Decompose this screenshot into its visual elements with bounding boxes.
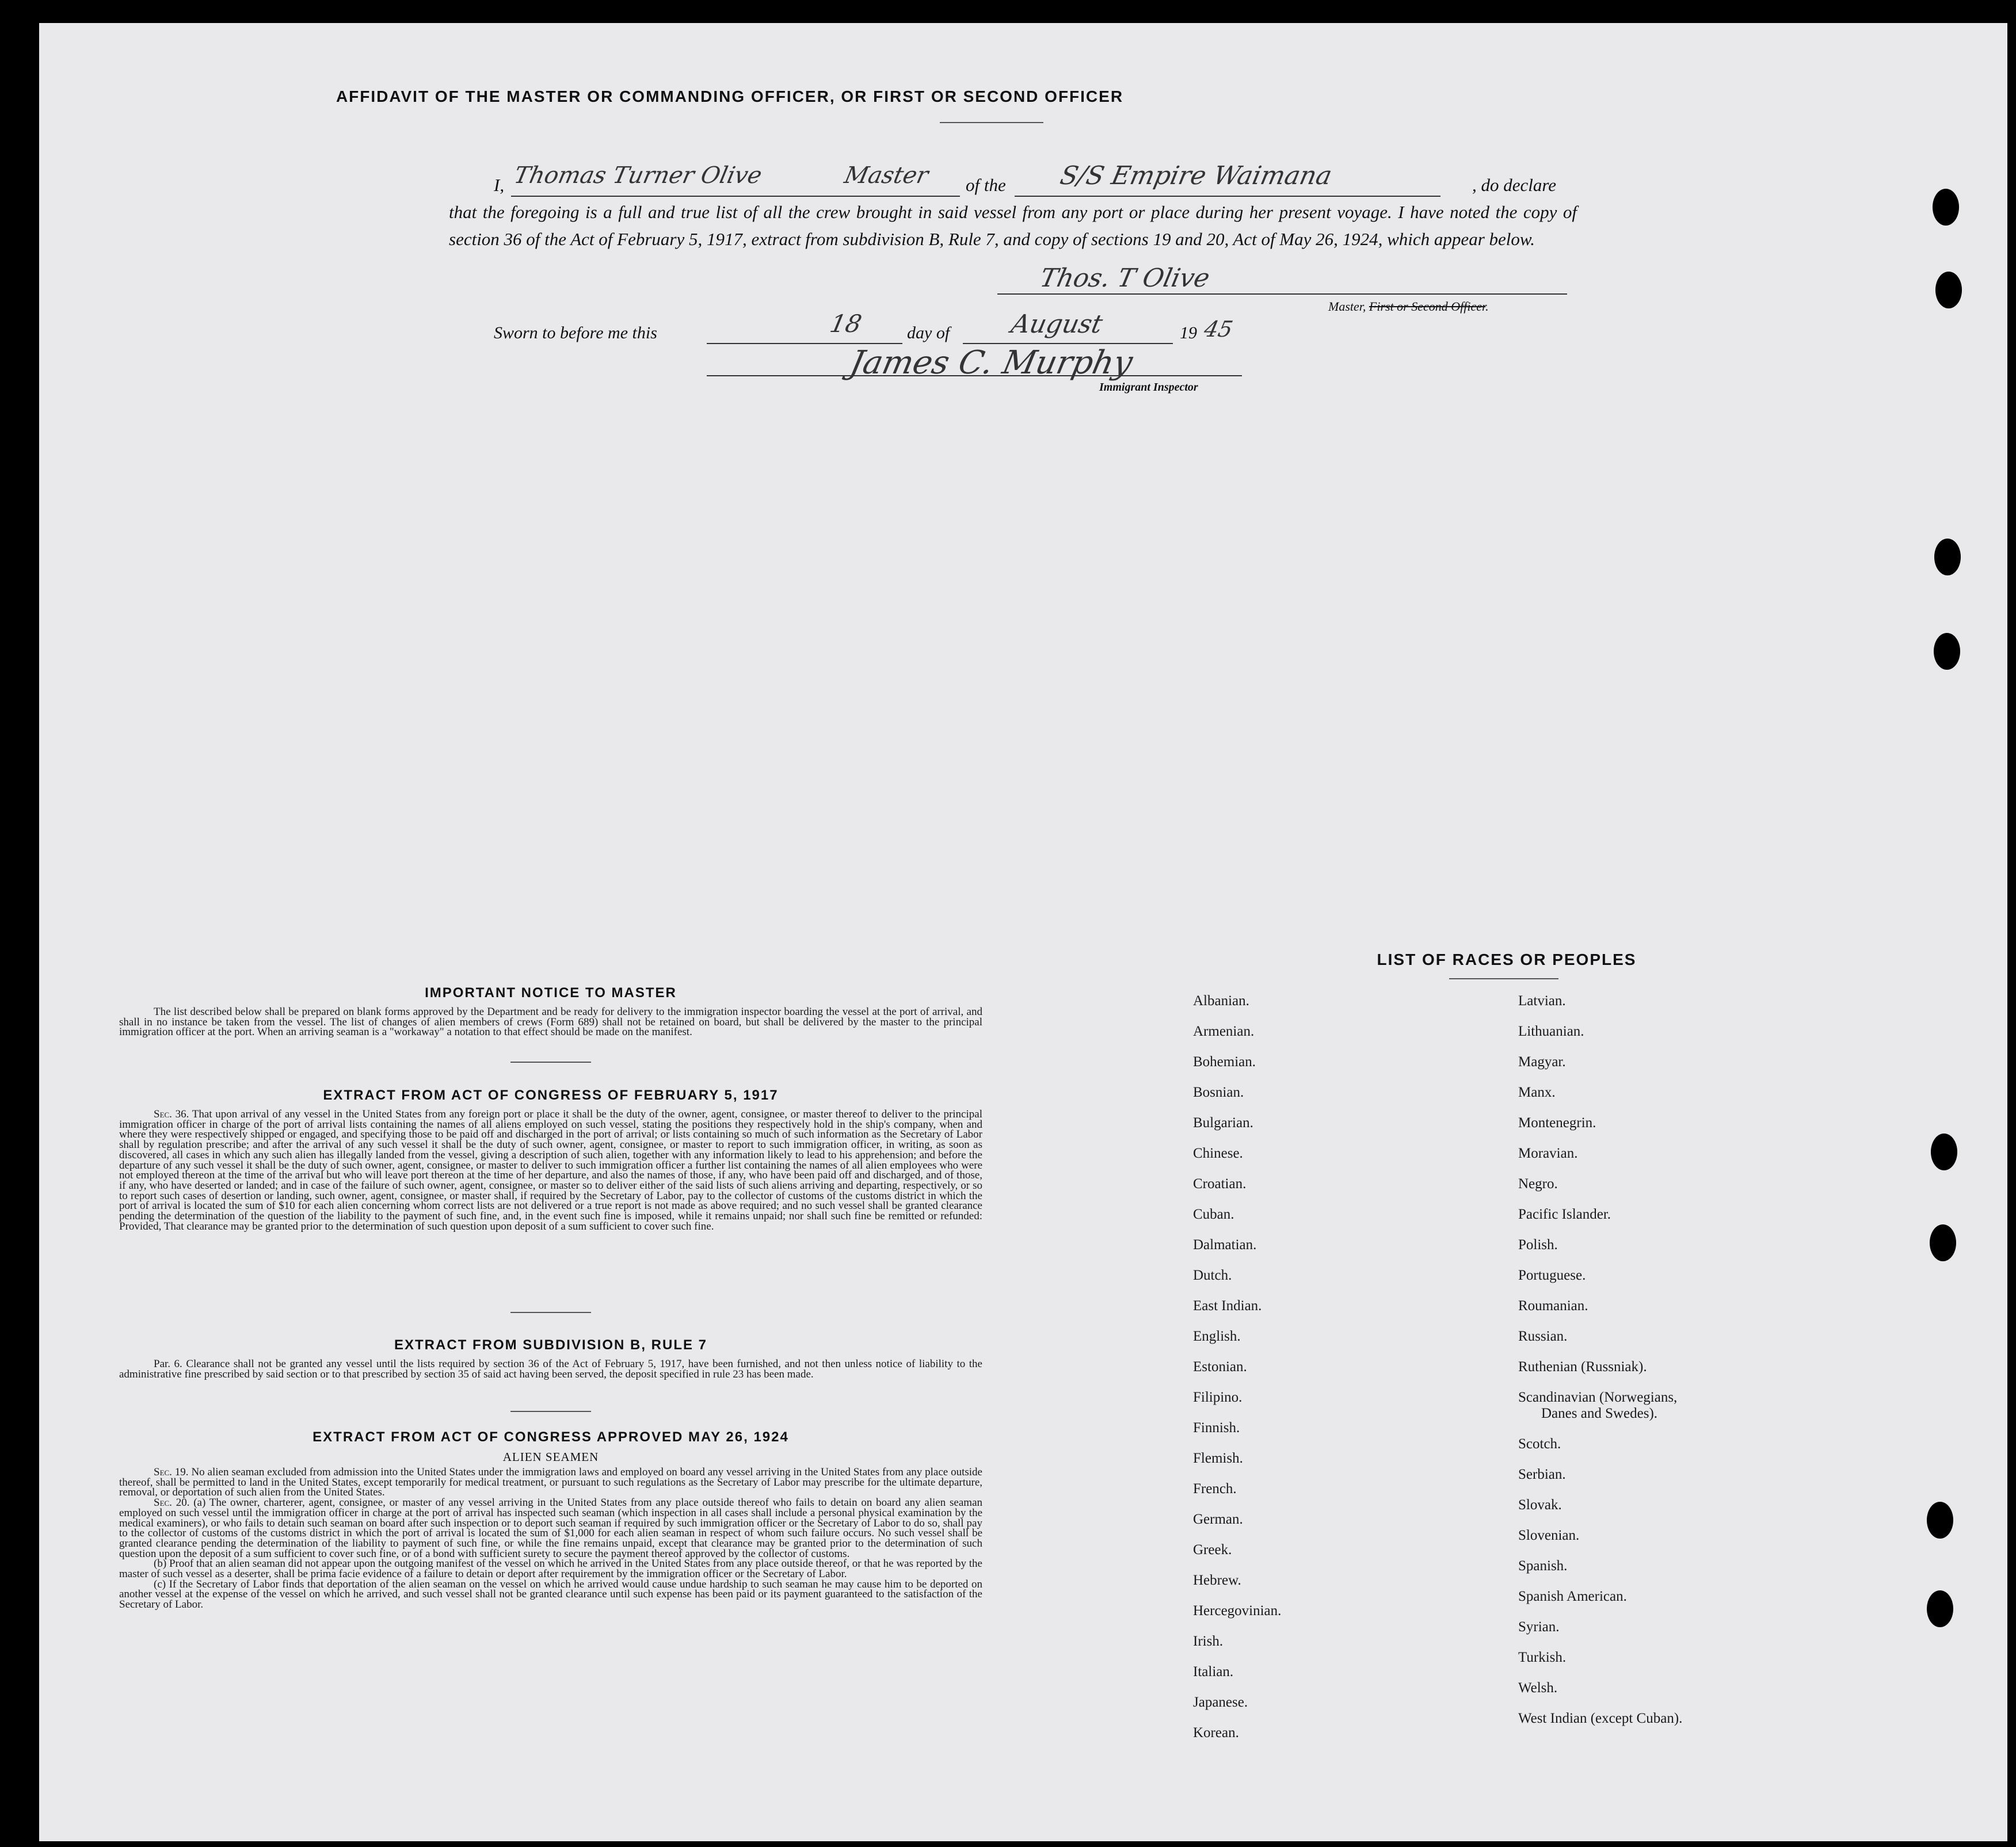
handwritten-month: August	[1008, 310, 1106, 339]
race-item: East Indian.	[1193, 1298, 1262, 1314]
notice-rule	[510, 1062, 591, 1063]
sec-20a-paragraph	[119, 1498, 982, 1559]
handwritten-inspector-signature: James C. Murphy	[847, 344, 1136, 381]
race-item: Syrian.	[1518, 1619, 1560, 1635]
manifest-page	[39, 23, 2007, 1841]
race-item: Japanese.	[1193, 1695, 1248, 1710]
sec-19-paragraph	[119, 1467, 982, 1498]
punch-hole-1	[1933, 189, 1959, 226]
race-item: Negro.	[1518, 1176, 1558, 1192]
race-item: Estonian.	[1193, 1359, 1247, 1375]
inspector-label: Immigrant Inspector	[1099, 381, 1198, 394]
extract-1917-text	[119, 1109, 982, 1231]
race-item: Albanian.	[1193, 993, 1249, 1009]
sec-20c-paragraph: (c) If the Secretary of Labor finds that deportation of the alien seaman on the vessel on which he arrived would cause undue hardship to such seaman he may cause him to be deported on another vessel at the expense of the vessel on which he arrived, and such vessel shall not be granted clearance until such expense has been paid or its payment guaranteed to the satisfaction of the Secretary of Labor.	[119, 1578, 982, 1611]
master-caption	[1328, 299, 1489, 314]
race-item: German.	[1193, 1512, 1243, 1527]
punch-hole-8	[1927, 1590, 1953, 1627]
race-item: Spanish.	[1518, 1558, 1568, 1574]
race-item: Slovak.	[1518, 1497, 1562, 1513]
handwritten-day: 18	[827, 310, 864, 338]
extract-rule7-text: Par. 6. Clearance shall not be granted any vessel until the lists required by section 36 of the Act of February 5, 1917, have been furnished, and not then unless notice of liability to the administrative fine prescribed by said section or to that prescribed by section 35 of said act having been served, the deposit specified in rule 23 has been made.	[119, 1358, 982, 1380]
race-item: Welsh.	[1518, 1680, 1558, 1696]
race-item: Danes and Swedes).	[1541, 1406, 1658, 1421]
day-of-label: day of	[907, 323, 950, 342]
race-item: Bosnian.	[1193, 1085, 1244, 1100]
sec-36-label: Sec. 36.	[154, 1108, 189, 1120]
notice-text: The list described below shall be prepared on blank forms approved by the Department and be ready for delivery to the immigration inspector boarding the vessel at the port of arrival, and shall in no instance be taken from the vessel. The list of changes of alien members of crews (Form 689) shall not be retained on board, but shall be delivered by the master to the principal immigration officer at the port. When an arriving seaman is a "workaway" a notation to that effect should be made on the manifest.	[119, 1006, 982, 1039]
sec-19-label: Sec. 19.	[154, 1466, 189, 1478]
handwritten-master-name: Thomas Turner Olive	[512, 162, 764, 189]
race-item: West Indian (except Cuban).	[1518, 1711, 1683, 1726]
race-item: Cuban.	[1193, 1207, 1234, 1222]
affidavit-body: that the foregoing is a full and true list of all the crew brought in said vessel from any port or place during her present voyage. I have noted the copy of section 36 of the Act of February 5, 1917, extract from subdivision B, Rule 7, and copy of sections 19 and 20, Act of May 26, 1924, which appear below.	[449, 202, 1577, 249]
race-item: Scotch.	[1518, 1436, 1561, 1452]
race-item: Croatian.	[1193, 1176, 1247, 1192]
officer-struck: First or Second Officer	[1369, 299, 1486, 314]
punch-hole-7	[1927, 1502, 1953, 1539]
master-signature-line	[997, 293, 1567, 295]
race-item: Roumanian.	[1518, 1298, 1588, 1314]
race-item: Finnish.	[1193, 1420, 1240, 1436]
race-item: Bohemian.	[1193, 1054, 1256, 1070]
race-item: Filipino.	[1193, 1390, 1243, 1405]
affidavit-prefix: I,	[494, 175, 505, 195]
handwritten-year: 45	[1202, 316, 1236, 342]
race-item: Chinese.	[1193, 1146, 1243, 1161]
race-item: Slovenian.	[1518, 1528, 1580, 1543]
race-item: Dalmatian.	[1193, 1237, 1257, 1253]
race-item: Hercegovinian.	[1193, 1603, 1282, 1619]
of-the-label: of the	[966, 175, 1006, 195]
officer-end: .	[1485, 299, 1489, 314]
affidavit-title-rule	[940, 122, 1043, 123]
vessel-blank	[1015, 196, 1440, 197]
race-item: Irish.	[1193, 1634, 1224, 1649]
year-prefix: 19	[1180, 323, 1197, 342]
master-label: Master,	[1328, 299, 1366, 314]
handwritten-master-signature: Thos. T Olive	[1037, 264, 1213, 293]
notice-title: IMPORTANT NOTICE TO MASTER	[425, 985, 677, 1001]
extract-1924-subtitle: ALIEN SEAMEN	[502, 1450, 599, 1464]
extract-1917-title: EXTRACT FROM ACT OF CONGRESS OF FEBRUARY 5, 1917	[323, 1087, 779, 1103]
punch-hole-5	[1931, 1134, 1957, 1170]
punch-hole-3	[1934, 539, 1961, 575]
race-item: Russian.	[1518, 1329, 1568, 1344]
race-item: Korean.	[1193, 1725, 1239, 1741]
punch-hole-4	[1934, 633, 1960, 670]
extract-1917-rule	[510, 1312, 591, 1313]
race-item: French.	[1193, 1481, 1237, 1497]
sec-19-text: No alien seaman excluded from admission into the United States under the immigration laws and employed on board any vessel arriving in the United States from any place outside thereof, shall be permitted to land in the United States, except temporarily for medical treatment, or pursuant to such regulations as the Secretary of Labor may prescribe for the ultimate departure, removal, or deportation of such alien from the United States.	[119, 1466, 982, 1499]
race-item: Flemish.	[1193, 1451, 1243, 1466]
race-item: Montenegrin.	[1518, 1115, 1596, 1131]
race-item: Italian.	[1193, 1664, 1234, 1680]
race-item: English.	[1193, 1329, 1241, 1344]
sworn-label: Sworn to before me this	[494, 323, 657, 342]
extract-1924-text	[119, 1467, 982, 1610]
punch-hole-2	[1935, 272, 1962, 308]
sec-20-label: Sec. 20.	[154, 1497, 190, 1509]
race-item: Scandinavian (Norwegians,	[1518, 1390, 1678, 1405]
race-item: Portuguese.	[1518, 1268, 1586, 1283]
race-item: Dutch.	[1193, 1268, 1232, 1283]
extract-rule7-rule	[510, 1411, 591, 1412]
handwritten-rank: Master	[842, 162, 931, 189]
race-item: Manx.	[1518, 1085, 1556, 1100]
affidavit-title: AFFIDAVIT OF THE MASTER OR COMMANDING OFFICER, OR FIRST OR SECOND OFFICER	[336, 87, 1124, 105]
race-item: Hebrew.	[1193, 1573, 1241, 1588]
do-declare-label: , do declare	[1472, 175, 1557, 195]
race-item: Ruthenian (Russniak).	[1518, 1359, 1647, 1375]
race-item: Spanish American.	[1518, 1589, 1627, 1604]
race-item: Latvian.	[1518, 993, 1566, 1009]
punch-hole-6	[1930, 1224, 1956, 1261]
inspector-line	[707, 375, 1242, 376]
race-item: Greek.	[1193, 1542, 1232, 1558]
sec-36-text: That upon arrival of any vessel in the United States from any foreign port or place it shall be the duty of the owner, agent, consignee, or master thereof to deliver to the principal immigration officer in charge of the port of arrival lists containing the names of all aliens employed on such vessel, stating the positions they respectively hold in the ship's company, when and where they were respectively shipped or engaged, and specifying those to be paid off and discharged in the port of arrival; or lists containing so much of such information as the Secretary of Labor shall by regulation prescribe; and after the arrival of any such vessel it shall be the duty of such owner, agent, consignee, or master to report to such immigration officer, in writing, as soon as discovered, all cases in which any such alien has illegally landed from the vessel, giving a description of such alien, together with any information likely to lead to his apprehension; and before the departure of any such vessel it shall be the duty of such owner, agent, consignee, or master to deliver to such immigration officer a further list containing the names of all alien employees who were not employed thereon at the time of the arrival but who will leave port thereon at the time of her departure, and also the names of those, if any, who have been paid off and discharged, and of those, if any, who have deserted or landed; and in case of the failure of such owner, agent, consignee, or master so to deliver either of the said lists of such aliens arriving and departing, respectively, or so to report such cases of desertion or landing, such owner, agent, consignee, or master shall, if required by the Secretary of Labor, pay to the collector of customs of the customs district in which the port of arrival is located the sum of $10 for each alien concerning whom correct lists are not delivered or a true report is not made as above required; and no such vessel shall be granted clearance pending the determination of the question of the liability to the payment of such fine, and, in the event such fine is imposed, while it remains unpaid; nor shall such fine be remitted or refunded: Provided, That clearance may be granted prior to the determination of such question upon deposit of a sum sufficient to cover such fine.	[119, 1108, 982, 1232]
race-item: Lithuanian.	[1518, 1024, 1584, 1039]
handwritten-vessel: S/S Empire Waimana	[1057, 161, 1335, 190]
races-title: LIST OF RACES OR PEOPLES	[1377, 951, 1637, 968]
race-item: Turkish.	[1518, 1650, 1567, 1665]
race-item: Moravian.	[1518, 1146, 1578, 1161]
sec-20b-paragraph: (b) Proof that an alien seaman did not appear upon the outgoing manifest of the vessel on which he arrived in the United States from any place outside thereof, or that he was reported by the master of such vessel as a deserter, shall be prima facie evidence of a failure to detain or deport after requirement by the immigration officer or the Secretary of Labor.	[119, 1558, 982, 1581]
race-item: Bulgarian.	[1193, 1115, 1253, 1131]
race-item: Pacific Islander.	[1518, 1207, 1611, 1222]
race-item: Armenian.	[1193, 1024, 1255, 1039]
name-blank	[511, 196, 960, 197]
races-title-rule	[1449, 978, 1558, 979]
sec-20a-text: (a) The owner, charterer, agent, consignee, or master of any vessel arriving in the United States from any place outside thereof who fails to detain on board any alien seaman employed on such vessel until the immigration officer in charge at the port of arrival has inspected such seaman (which inspection in all cases shall include a personal physical examination by the medical examiners), or who fails to detain such seaman on board after such inspection or to deport such seaman if required by such immigration officer or the Secretary of Labor to do so, shall pay to the collector of customs of the customs district in which the port of arrival is located the sum of $1,000 for each alien seaman in respect of whom such failure occurs. No such vessel shall be granted clearance pending the determination of the liability to payment of such fine, or while the fine remains unpaid, except that clearance may be granted prior to the determination of such question upon the deposit of a sum sufficient to cover such fine, or of a bond with sufficient surety to secure the payment thereof approved by the collector of customs.	[119, 1497, 982, 1560]
extract-rule7-title: EXTRACT FROM SUBDIVISION B, RULE 7	[394, 1337, 708, 1353]
extract-1924-title: EXTRACT FROM ACT OF CONGRESS APPROVED MAY 26, 1924	[313, 1429, 789, 1445]
race-item: Polish.	[1518, 1237, 1558, 1253]
race-item: Magyar.	[1518, 1054, 1566, 1070]
race-item: Serbian.	[1518, 1467, 1566, 1482]
